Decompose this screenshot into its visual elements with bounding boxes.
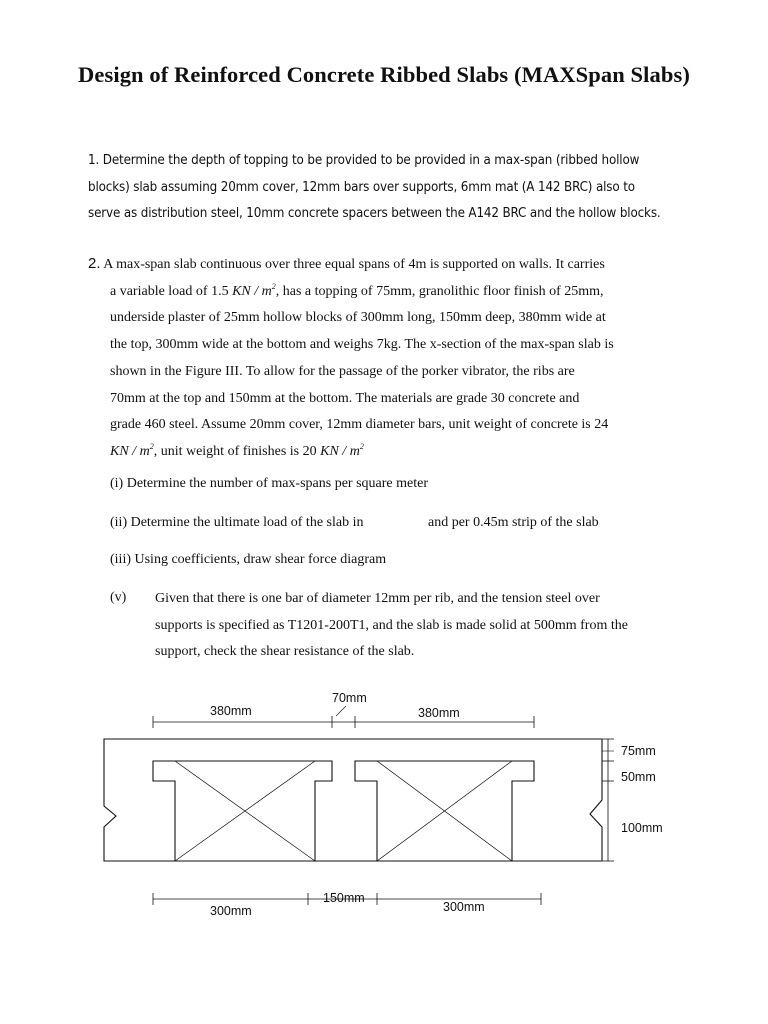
dim-label-bottom-mid: 150mm (323, 891, 365, 905)
unit-kn-m (232, 281, 276, 299)
subquestion-v-line: supports is specified as T1201-200T1, and the slab is made solid at 500mm from the (155, 617, 628, 633)
question-2-text: a variable load of 1.5 (110, 283, 233, 299)
subquestion-iii: (iii) Using coefficients, draw shear force diagram (110, 552, 387, 567)
question-2-number: 2. (88, 255, 101, 272)
question-1-line: 1. Determine the depth of topping to be provided to be provided in a max-span (ribbed hollow (88, 153, 640, 168)
question-1-line: blocks) slab assuming 20mm cover, 12mm bars over supports, 6mm mat (A 142 BRC) also to (88, 179, 635, 195)
question-2-line (88, 439, 728, 466)
subquestion-v (155, 586, 695, 666)
subquestion-v-line: support, check the shear resistance of the slab. (155, 644, 415, 660)
subquestion-i: (i) Determine the number of max-spans per square meter (110, 476, 428, 491)
dim-label-75: 75mm (621, 744, 656, 758)
question-1-line: serve as distribution steel, 10mm concrete spacers between the A142 BRC and the hollow blocks. (88, 206, 661, 222)
question-2-line: 70mm at the top and 150mm at the bottom. The materials are grade 30 concrete and (110, 390, 580, 406)
dim-label-top-left: 380mm (210, 704, 252, 718)
dim-label-top-right: 380mm (418, 706, 460, 720)
hollow-block-left (153, 761, 332, 861)
subquestion-v-line: Given that there is one bar of diameter 12mm per rib, and the tension steel over (155, 591, 600, 606)
question-2-text: A max-span slab continuous over three equal spans of 4m is supported on walls. It carries (103, 257, 605, 272)
question-2-line: the top, 300mm wide at the bottom and weighs 7kg. The x-section of the max-span slab is (110, 337, 614, 353)
dim-label-100: 100mm (621, 821, 663, 835)
subquestion-ii: (ii) Determine the ultimate load of the slab in (110, 515, 364, 530)
question-1 (88, 148, 698, 228)
unit-exponent: 2 (149, 441, 154, 451)
unit-text: KN / m (320, 443, 360, 459)
dim-label-bottom-left: 300mm (210, 904, 252, 918)
question-2-text: , has a topping of 75mm, granolithic floor finish of 25mm, (275, 283, 604, 299)
unit-kn-m (110, 441, 154, 459)
question-2-line: underside plaster of 25mm hollow blocks of 300mm long, 150mm deep, 380mm wide at (110, 310, 606, 326)
subquestion-ii-continued: and per 0.45m strip of the slab (428, 515, 599, 530)
unit-text: KN / m (232, 283, 272, 299)
page-title: Design of Reinforced Concrete Ribbed Slabs (MAXSpan Slabs) (78, 62, 690, 87)
unit-text: KN / m (110, 443, 150, 459)
figure-ribbed-slab-section (0, 680, 768, 930)
question-2-line: grade 460 steel. Assume 20mm cover, 12mm diameter bars, unit weight of concrete is 24 (110, 417, 609, 433)
dimension-leader (336, 706, 346, 716)
question-2-line (88, 279, 728, 306)
question-2-line (88, 251, 728, 279)
dim-label-50: 50mm (621, 770, 656, 784)
question-2-text: , unit weight of finishes is 20 (153, 443, 321, 459)
unit-exponent: 2 (271, 281, 276, 291)
dim-label-top-mid: 70mm (332, 691, 367, 705)
slab-outline (104, 739, 602, 861)
question-2 (88, 251, 728, 466)
question-2-line: shown in the Figure III. To allow for the passage of the porker vibrator, the ribs are (110, 363, 575, 379)
unit-kn-m (320, 441, 364, 459)
dim-label-bottom-right: 300mm (443, 900, 485, 914)
unit-exponent: 2 (359, 441, 364, 451)
subquestion-v-label: (v) (110, 590, 127, 605)
